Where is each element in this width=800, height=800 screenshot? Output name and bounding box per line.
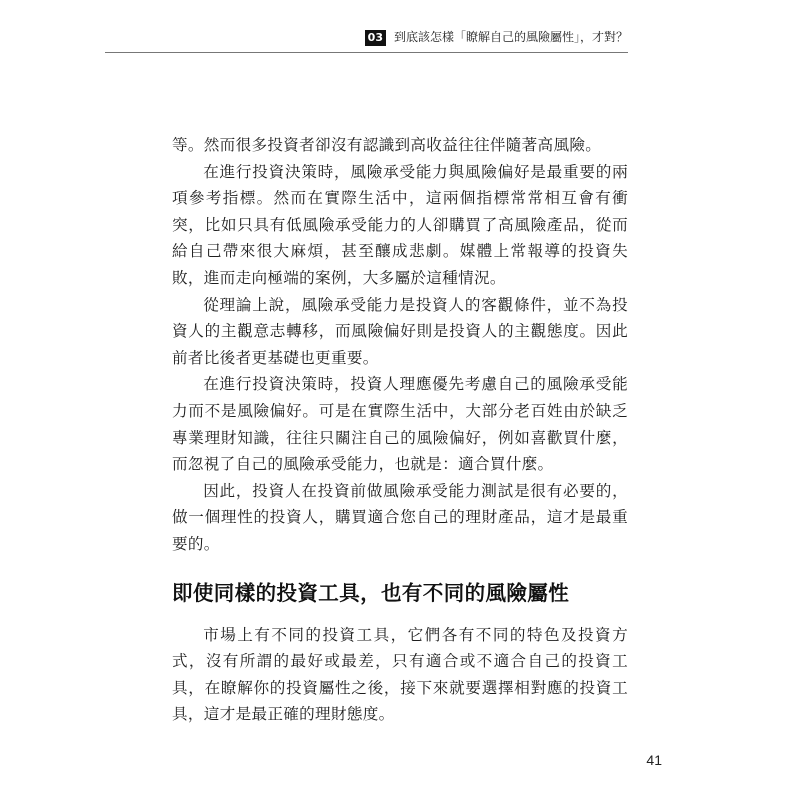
chapter-title: 到底該怎樣「瞭解自己的風險屬性」，才對？ bbox=[393, 30, 628, 44]
paragraph: 從理論上說，風險承受能力是投資人的客觀條件，並不為投資人的主觀意志轉移，而風險偏好則是投資人的主觀態度。因此前者比後者更基礎也更重要。 bbox=[172, 295, 628, 367]
body-text bbox=[172, 132, 628, 728]
paragraph: 在進行投資決策時，投資人理應優先考慮自己的風險承受能力而不是風險偏好。可是在實際生活中，大部分老百姓由於缺乏專業理財知識，往往只關注自己的風險偏好，例如喜歡買什麼，而忽視了自己的風險承受能力，也就是：適合買什麼。 bbox=[172, 375, 628, 474]
section-heading: 即使同樣的投資工具，也有不同的風險屬性 bbox=[172, 580, 570, 605]
paragraph: 等。然而很多投資者卻沒有認識到高收益往往伴隨著高風險。 bbox=[172, 136, 602, 154]
paragraph: 在進行投資決策時，風險承受能力與風險偏好是最重要的兩項參考指標。然而在實際生活中，這兩個指標常常相互會有衝突，比如只具有低風險承受能力的人卻購買了高風險產品，從而給自己帶來很大麻煩，甚至釀成悲劇。媒體上常報導的投資失敗，進而走向極端的案例，大多屬於這種情況。 bbox=[172, 162, 628, 287]
chapter-number-badge: 03 bbox=[365, 30, 386, 46]
running-header bbox=[105, 28, 628, 53]
paragraph: 市場上有不同的投資工具，它們各有不同的特色及投資方式，沒有所謂的最好或最差，只有適合或不適合自己的投資工具，在瞭解你的投資屬性之後，接下來就要選擇相對應的投資工具，這才是最正確的理財態度。 bbox=[172, 625, 628, 724]
page-number: 41 bbox=[646, 752, 662, 768]
paragraph: 因此，投資人在投資前做風險承受能力測試是很有必要的，做一個理性的投資人，購買適合您自己的理財產品，這才是最重要的。 bbox=[172, 481, 628, 553]
